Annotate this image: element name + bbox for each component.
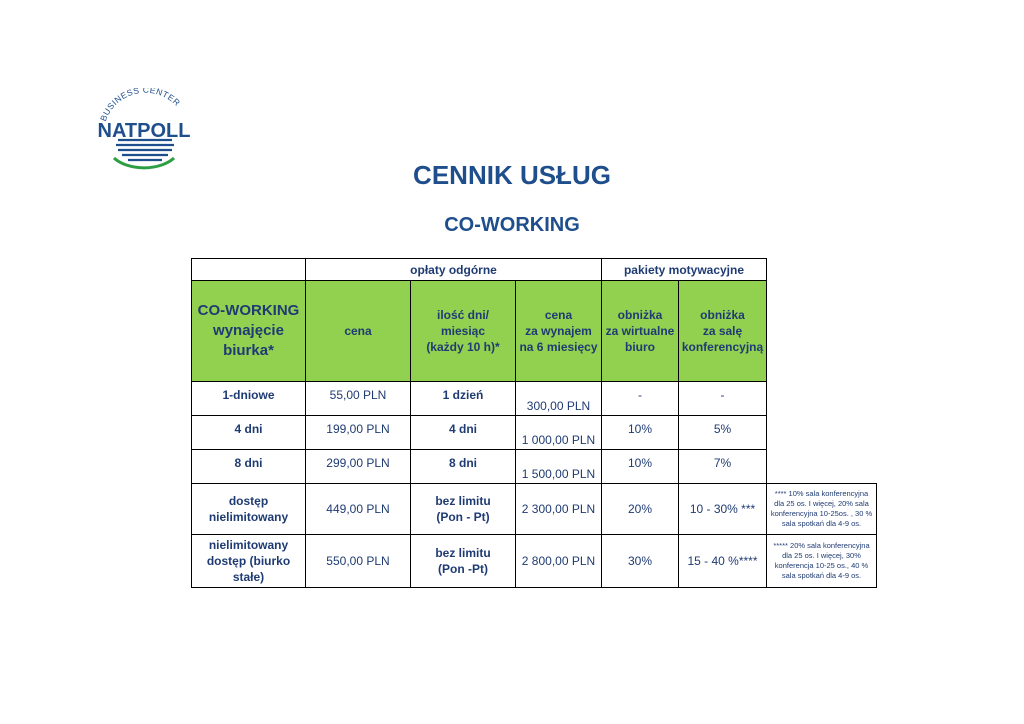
row-service: 4 dni (192, 416, 306, 450)
svg-text:BUSINESS CENTER (98, 88, 182, 122)
row-price-6-months: 1 500,00 PLN (516, 450, 602, 484)
row-service: nielimitowany dostęp (biurko stałe) (192, 535, 306, 588)
row-conference-discount: 10 - 30% *** (679, 484, 767, 535)
table-row (192, 450, 877, 484)
header-days: ilość dni/ miesiąc (każdy 10 h)* (411, 281, 516, 382)
row-days: bez limitu (Pon -Pt) (411, 535, 516, 588)
header-price: cena (306, 281, 411, 382)
row-price-6-months: 2 300,00 PLN (516, 484, 602, 535)
row-price: 449,00 PLN (306, 484, 411, 535)
footnote-conference: **** 10% sala konferencyjna dla 25 os. I więcej, 20% sala konferencyjna 10-25os. , 30 % sala spotkań dla 4-9 os. (767, 484, 877, 535)
row-conference-discount: - (679, 382, 767, 416)
row-price-6-months: 2 800,00 PLN (516, 535, 602, 588)
header-conference-discount: obniżka za salę konferencyjną (679, 281, 767, 382)
row-conference-discount: 7% (679, 450, 767, 484)
row-virtual-discount: 20% (602, 484, 679, 535)
row-price: 299,00 PLN (306, 450, 411, 484)
price-table (191, 258, 877, 588)
row-days: 4 dni (411, 416, 516, 450)
logo-name: NATPOLL (97, 120, 191, 142)
row-virtual-discount: 10% (602, 450, 679, 484)
row-price: 199,00 PLN (306, 416, 411, 450)
row-price: 55,00 PLN (306, 382, 411, 416)
page-subtitle: CO-WORKING (444, 214, 580, 236)
row-conference-discount: 5% (679, 416, 767, 450)
page-title: CENNIK USŁUG (413, 160, 611, 190)
header-price-6-months: cena za wynajem na 6 miesięcy (516, 281, 602, 382)
group-header-packages: pakiety motywacyjne (602, 259, 767, 281)
row-service: dostęp nielimitowany (192, 484, 306, 535)
row-virtual-discount: 10% (602, 416, 679, 450)
group-header-upfront: opłaty odgórne (306, 259, 602, 281)
footnote-conference: ***** 20% sala konferencyjna dla 25 os. I więcej, 30% konferencja 10-25 os., 40 % sala spotkań dla 4-9 os. (767, 535, 877, 588)
column-header-row (192, 281, 877, 382)
row-virtual-discount: - (602, 382, 679, 416)
row-price: 550,00 PLN (306, 535, 411, 588)
row-conference-discount: 15 - 40 %**** (679, 535, 767, 588)
table-row (192, 484, 877, 535)
row-service: 8 dni (192, 450, 306, 484)
table-row (192, 535, 877, 588)
table-row (192, 382, 877, 416)
row-service: 1-dniowe (192, 382, 306, 416)
row-price-6-months: 300,00 PLN (516, 382, 602, 416)
header-service: CO-WORKING wynajęcie biurka* (192, 281, 306, 382)
row-virtual-discount: 30% (602, 535, 679, 588)
group-header-row (192, 259, 877, 281)
logo-arc-text: BUSINESS CENTER (97, 88, 183, 123)
row-days: 8 dni (411, 450, 516, 484)
table-row (192, 416, 877, 450)
header-virtual-office-discount: obniżka za wirtualne biuro (602, 281, 679, 382)
row-days: bez limitu (Pon - Pt) (411, 484, 516, 535)
row-days: 1 dzień (411, 382, 516, 416)
row-price-6-months: 1 000,00 PLN (516, 416, 602, 450)
